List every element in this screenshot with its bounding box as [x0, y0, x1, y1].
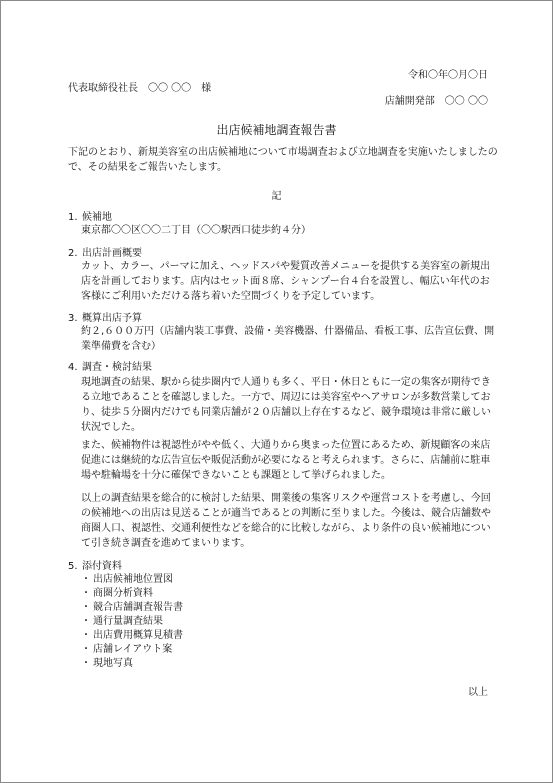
bullet: ・ [81, 574, 91, 585]
recipient: 代表取締役社長 〇〇 〇〇 様 [68, 83, 212, 94]
closing-mark: 以上 [468, 687, 488, 698]
intro-paragraph: 下記のとおり、新規美容室の出店候補地について市場調査および立地調査を実施いたしましたので、その結果をご報告いたします。 [68, 147, 498, 173]
bullet: ・ [81, 658, 91, 669]
attachment-label: 競合店舗調査報告書 [93, 602, 183, 613]
attachment-label: 店舗レイアウト案 [93, 644, 173, 655]
section-body-3: 約２,６００万円（店舗内装工事費、設備・美容機器、什器備品、看板工事、広告宣伝費、開業準備費を含む） [81, 326, 495, 352]
section-number: 3. [68, 313, 78, 324]
section-number: 1. [68, 212, 78, 223]
ki-marker: 記 [271, 191, 282, 202]
document-title: 出店候補地調査報告書 [216, 123, 337, 137]
bullet: ・ [81, 630, 91, 641]
section-body-4-paragraph-3: 以上の調査結果を総合的に検討した結果、開業後の集客リスクや運営コストを考慮し、今回の候補地への出店は見送ることが適当であるとの判断に至りました。今後は、競合店舗数や商圏人口、視認性、交通利便性などを総合的に比較しながら、より条件の良い候補地について引き続き調査を進めてまいります。 [81, 493, 491, 549]
section-title: 概算出店予算 [82, 313, 142, 324]
attachment-label: 現地写真 [93, 658, 133, 669]
section-body-4-paragraph-2: また、候補物件は視認性がやや低く、大通りから奥まった位置にあるため、新規顧客の来店促進には継続的な広告宣伝や販促活動が必要になると考えられます。さらに、店舗前に駐車場や駐輪場を十分に確保できないことも課題として挙げられました。 [81, 440, 491, 481]
bullet: ・ [81, 644, 91, 655]
section-body-1: 東京都〇〇区〇〇二丁目（〇〇駅西口徒歩約４分） [81, 225, 311, 236]
bullet: ・ [81, 602, 91, 613]
section-title: 調査・検討結果 [82, 362, 152, 373]
attachment-item [81, 629, 183, 643]
section-title: 出店計画概要 [82, 248, 142, 259]
attachment-item [81, 615, 163, 629]
attachment-item [81, 573, 173, 587]
section-heading-5 [68, 560, 122, 573]
section-body-2: カット、カラー、パーマに加え、ヘッドスパや髪質改善メニューを提供する美容室の新規出店を計画しております。店内はセット面８席、シャンプー台４台を設置し、幅広い年代のお客様にご利用いただける落ち着いた空間づくりを予定しています。 [81, 261, 491, 302]
attachment-label: 出店費用概算見積書 [93, 630, 183, 641]
attachment-item [81, 601, 183, 615]
attachment-label: 通行量調査結果 [93, 616, 163, 627]
sender: 店舗開発部 〇〇 〇〇 [384, 96, 488, 107]
document-date: 令和〇年〇月〇日 [408, 70, 488, 81]
bullet: ・ [81, 588, 91, 599]
section-title: 候補地 [82, 212, 112, 223]
section-body-4-paragraph-1: 現地調査の結果、駅から徒歩圏内で人通りも多く、平日・休日ともに一定の集客が期待できる立地であることを確認しました。一方で、周辺には美容室やヘアサロンが多数営業しており、徒歩５分圏内だけでも同業店舗が２０店舗以上存在するなど、競争環境は非常に厳しい状況でした。 [81, 377, 491, 433]
section-number: 5. [68, 561, 78, 572]
attachment-item [81, 657, 133, 671]
section-title: 添付資料 [82, 561, 122, 572]
section-heading-4 [68, 361, 152, 374]
attachment-item [81, 587, 153, 601]
bullet: ・ [81, 616, 91, 627]
section-number: 4. [68, 362, 78, 373]
attachment-label: 出店候補地位置図 [93, 574, 173, 585]
attachment-label: 商圏分析資料 [93, 588, 153, 599]
attachment-item [81, 643, 172, 657]
section-number: 2. [68, 248, 78, 259]
